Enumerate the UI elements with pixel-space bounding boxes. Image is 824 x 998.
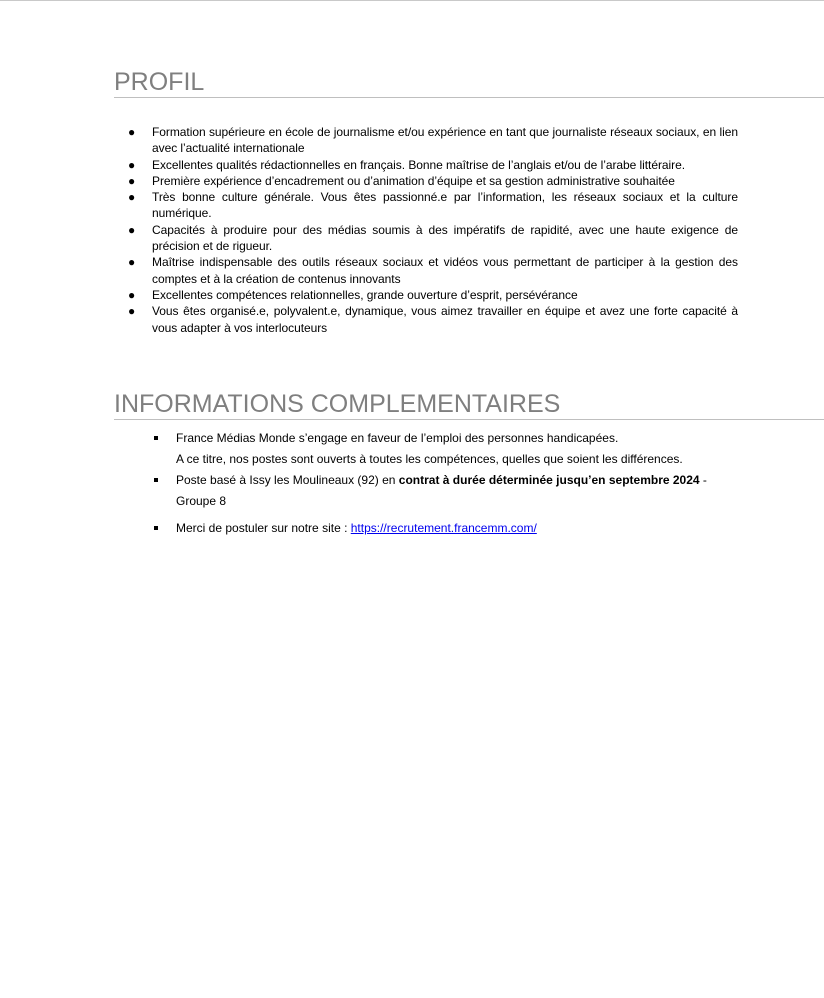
bullet-icon: ● (128, 304, 136, 319)
list-item: ● Première expérience d’encadrement ou d’animation d’équipe et sa gestion administrative souhaitée (128, 173, 675, 188)
bullet-icon: ● (128, 287, 136, 302)
list-item: France Médias Monde s’engage en faveur de l’emploi des personnes handicapées. A ce titre, nos postes sont ouverts à toutes les compétences, quelles que soient les différences. (152, 428, 738, 470)
square-bullet-icon (154, 478, 158, 482)
list-item: ● Capacités à produire pour des médias soumis à des impératifs de rapidité, avec une haute exigence de précision et de rigueur. (128, 222, 738, 254)
bullet-icon: ● (128, 157, 136, 172)
informations-heading: INFORMATIONS COMPLEMENTAIRES (114, 390, 824, 420)
informations-list (152, 428, 738, 539)
square-bullet-icon (154, 526, 158, 530)
contract-type: contrat à durée déterminée jusqu’en septembre 2024 (398, 473, 700, 487)
bullet-icon: ● (128, 190, 136, 205)
bullet-icon: ● (128, 173, 136, 188)
list-item: ● Excellentes qualités rédactionnelles en français. Bonne maîtrise de l’anglais et/ou de l’arabe littéraire. (128, 157, 686, 172)
recruitment-link[interactable]: https://recrutement.francemm.com/ (350, 521, 537, 535)
profil-heading: PROFIL (114, 68, 824, 98)
bullet-icon: ● (128, 125, 136, 139)
profil-list (128, 124, 738, 336)
list-item: Poste basé à Issy les Moulineaux (92) en contrat à durée déterminée jusqu’en septembre 2024 - Groupe 8 (152, 470, 738, 512)
list-item: Merci de postuler sur notre site : https://recrutement.francemm.com/ (152, 518, 738, 539)
list-item: ● Maîtrise indispensable des outils réseaux sociaux et vidéos vous permettant de participer à la gestion des comptes et à la création de contenus innovants (128, 255, 738, 286)
bullet-icon: ● (128, 255, 136, 270)
list-item: ● Excellentes compétences relationnelles, grande ouverture d’esprit, persévérance (128, 287, 578, 302)
informations-section (114, 390, 824, 535)
list-item: ● Formation supérieure en école de journalisme et/ou expérience en tant que journaliste réseaux sociaux, en lien avec l’actualité internationale (128, 125, 738, 156)
bullet-icon: ● (128, 222, 136, 237)
top-divider (0, 0, 824, 1)
list-item: ● Vous êtes organisé.e, polyvalent.e, dynamique, vous aimez travailler en équipe et avez une forte capacité à vous adapter à vos interlocuteurs (128, 304, 738, 335)
list-item: ● Très bonne culture générale. Vous êtes passionné.e par l’information, les réseaux sociaux et la culture numérique. (128, 190, 738, 221)
square-bullet-icon (154, 436, 158, 440)
profil-section (114, 68, 824, 335)
